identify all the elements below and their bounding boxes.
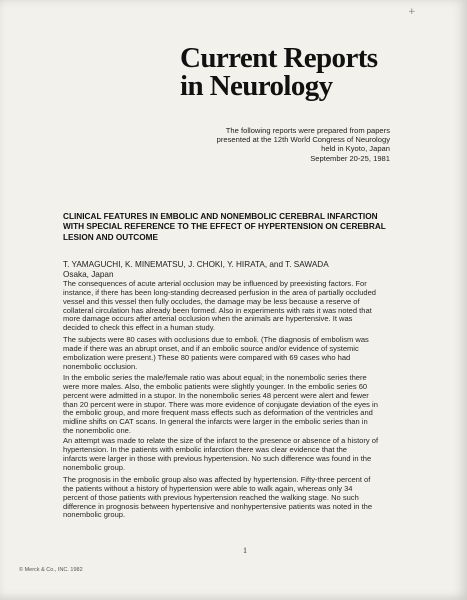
text-line: than 20 percent were in stupor. There was more evidence of conjugate deviation of the eyes in [63, 400, 378, 409]
corner-mark: + [408, 7, 416, 17]
author-names: T. YAMAGUCHI, K. MINEMATSU, J. CHOKI, Y. HIRATA, and T. SAWADA [63, 260, 329, 269]
text-line: more damage occurs after arterial occlusion when the animals are hypertensive. It was [63, 315, 353, 324]
text-line: vessel and this vessel then fully occludes, the damage may be less because a reserve of [63, 297, 360, 306]
text-line: The subjects were 80 cases with occlusions due to emboli. (The diagnosis of embolism was [63, 336, 369, 344]
paragraph-4 [63, 437, 401, 472]
intro-note [150, 126, 390, 163]
text-line: The prognosis in the embolic group also was affected by hypertension. Fifty-three percent of [63, 476, 371, 484]
text-line: difference in prognosis between hypertensive and nonhypertensive patients was noted in the [63, 502, 373, 511]
article-title-line: LESION AND OUTCOME [63, 231, 159, 242]
paragraph-2 [63, 336, 401, 371]
intro-line: held in Kyoto, Japan [321, 144, 390, 154]
text-line: nonembolic group. [63, 463, 126, 472]
journal-title-line-1: Current Reports [180, 42, 378, 74]
text-line: midline shifts on CAT scans. In general the infarcts were larger in the embolic series than in [63, 418, 368, 427]
journal-title [180, 44, 420, 100]
text-line: nonembolic occlusion. [63, 362, 138, 371]
text-line: instance, if there has been long-standing decreased perfusion in the area of partially occluded [63, 288, 376, 297]
text-line: hypertension. In the patients with embolic infarction there was clear evidence that the [63, 445, 348, 454]
text-line: In the embolic series the male/female ratio was about equal; in the nonembolic series there [63, 374, 367, 382]
article-title-line: CLINICAL FEATURES IN EMBOLIC AND NONEMBOLIC CEREBRAL INFARCTION [63, 211, 378, 221]
text-line: percent of those patients with previous hypertension reached the walking stage. No such [63, 493, 359, 502]
text-line: the nonembolic one. [63, 427, 131, 436]
text-line: the patients without a history of hypertension were able to walk again, whereas only 34 [63, 484, 353, 493]
authors [63, 260, 403, 279]
intro-line: September 20-25, 1981 [310, 153, 390, 163]
page-number: 1 [243, 546, 247, 555]
text-line: made if there was an abrupt onset, and if an embolic source and/or evidence of systemic [63, 344, 359, 353]
paragraph-1 [63, 280, 401, 333]
paragraph-5 [63, 476, 401, 520]
text-line: the embolic group, and more frequent mass effects such as deformation of the ventricles and [63, 409, 373, 418]
article-title [63, 211, 389, 242]
text-line: infarcts were larger in those with previous hypertension. No such difference was found in the [63, 454, 372, 463]
text-line: embolization were present.) These 80 patients were compared with 69 cases who had [63, 353, 351, 362]
paragraph-3 [63, 374, 401, 436]
text-line: The consequences of acute arterial occlusion may be influenced by preexisting factors. For [63, 280, 367, 288]
text-line: were more males. Also, the embolic patients were slightly younger. In the embolic series 60 [63, 382, 368, 391]
author-location: Osaka, Japan [63, 269, 114, 279]
intro-line: The following reports were prepared from papers [225, 126, 390, 135]
journal-title-line-2: in Neurology [180, 70, 333, 102]
text-line: An attempt was made to relate the size of the infarct to the presence or absence of a history of [63, 437, 379, 445]
text-line: nonembolic group. [63, 511, 126, 520]
intro-line: presented at the 12th World Congress of Neurology [216, 135, 390, 145]
copyright-notice: © Merck & Co., INC. 1982 [19, 567, 83, 573]
text-line: collateral circulation has already been formed. Also in experiments with rats it was noted that [63, 306, 372, 315]
article-title-line: WITH SPECIAL REFERENCE TO THE EFFECT OF HYPERTENSION ON CEREBRAL [63, 221, 386, 232]
text-line: decided to check this effect in a human study. [63, 324, 216, 333]
text-line: percent were admitted in a stupor. In the nonembolic series 48 percent were alert and fewer [63, 391, 369, 400]
